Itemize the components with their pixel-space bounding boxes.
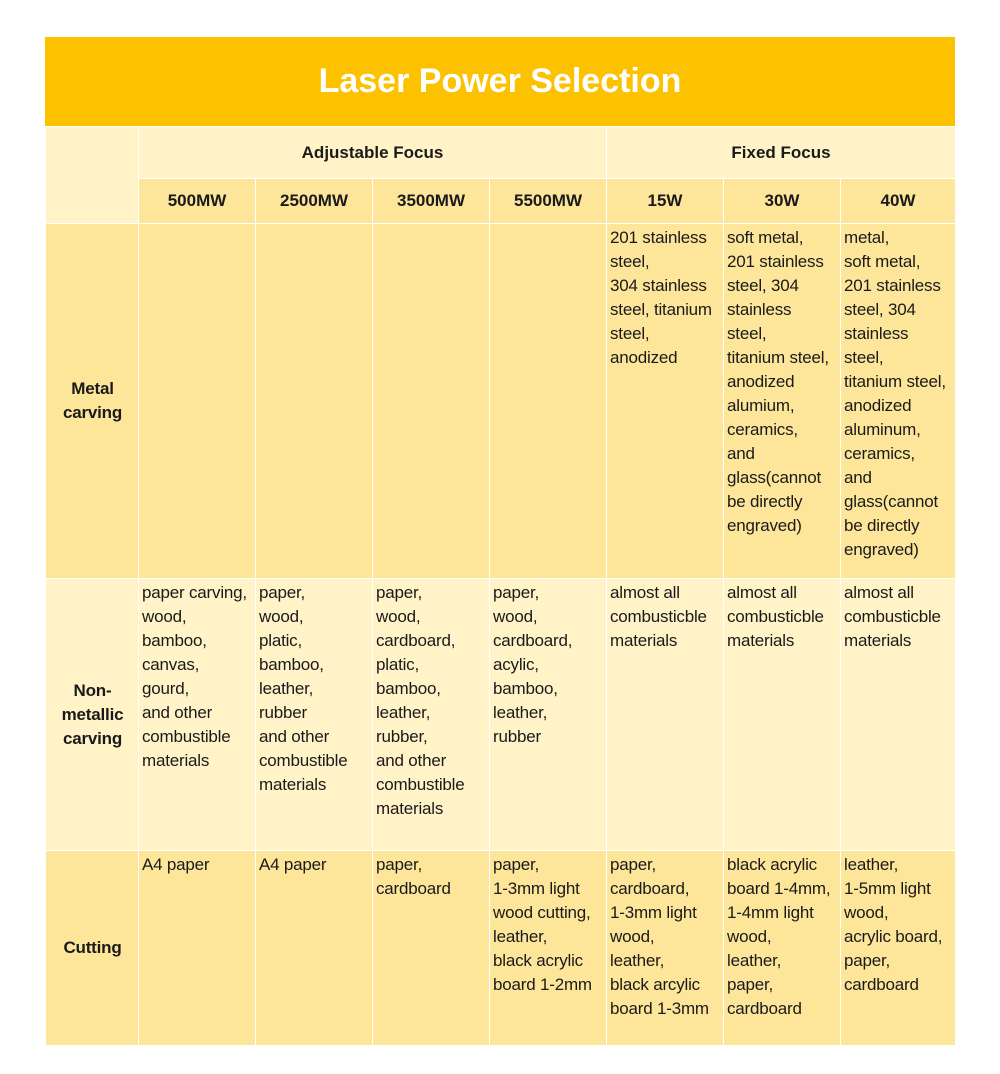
column-header-30w: 30W [724,179,841,224]
table-cell: paper, cardboard, 1-3mm light wood, leather, black arcylic board 1-3mm [607,851,724,1046]
table-cell [256,224,373,579]
table-cell: leather, 1-5mm light wood, acrylic board, paper, cardboard [841,851,956,1046]
table-cell: almost all combusticble materials [724,579,841,851]
table-cell: paper, wood, cardboard, acylic, bamboo, leather, rubber [490,579,607,851]
corner-cell [46,127,139,224]
table-cell: A4 paper [139,851,256,1046]
table-cell: metal, soft metal, 201 stainless steel, 304 stainless steel, titanium steel, anodized aluminum, ceramics, and glass(cannot be directly engraved) [841,224,956,579]
table-cell: paper carving, wood, bamboo, canvas, gourd, and other combustible materials [139,579,256,851]
row-header-non-metallic-carving: Non- metallic carving [46,579,139,851]
row-header-metal-carving: Metal carving [46,224,139,579]
table-cell: almost all combusticble materials [841,579,956,851]
laser-power-table [45,37,955,1046]
table-cell: A4 paper [256,851,373,1046]
row-header-cutting: Cutting [46,851,139,1046]
table-cell: paper, wood, cardboard, platic, bamboo, leather, rubber, and other combustible materials [373,579,490,851]
table-row [46,579,956,851]
table-cell: 201 stainless steel, 304 stainless steel, titanium steel, anodized [607,224,724,579]
group-adjustable-focus: Adjustable Focus [139,127,607,179]
table-cell: black acrylic board 1-4mm, 1-4mm light wood, leather, paper, cardboard [724,851,841,1046]
table-title: Laser Power Selection [45,37,955,126]
column-header-15w: 15W [607,179,724,224]
column-header-5500mw: 5500MW [490,179,607,224]
group-fixed-focus: Fixed Focus [607,127,956,179]
table-cell: soft metal, 201 stainless steel, 304 stainless steel, titanium steel, anodized alumium, ceramics, and glass(cannot be directly engraved) [724,224,841,579]
column-header-2500mw: 2500MW [256,179,373,224]
table-cell: paper, wood, platic, bamboo, leather, rubber and other combustible materials [256,579,373,851]
table-cell: paper, 1-3mm light wood cutting, leather, black acrylic board 1-2mm [490,851,607,1046]
column-header-3500mw: 3500MW [373,179,490,224]
column-header-500mw: 500MW [139,179,256,224]
table-cell [373,224,490,579]
table-cell [490,224,607,579]
column-header-40w: 40W [841,179,956,224]
table-row [46,224,956,579]
power-table [45,126,956,1046]
table-row [46,851,956,1046]
table-cell: almost all combusticble materials [607,579,724,851]
table-cell [139,224,256,579]
table-cell: paper, cardboard [373,851,490,1046]
